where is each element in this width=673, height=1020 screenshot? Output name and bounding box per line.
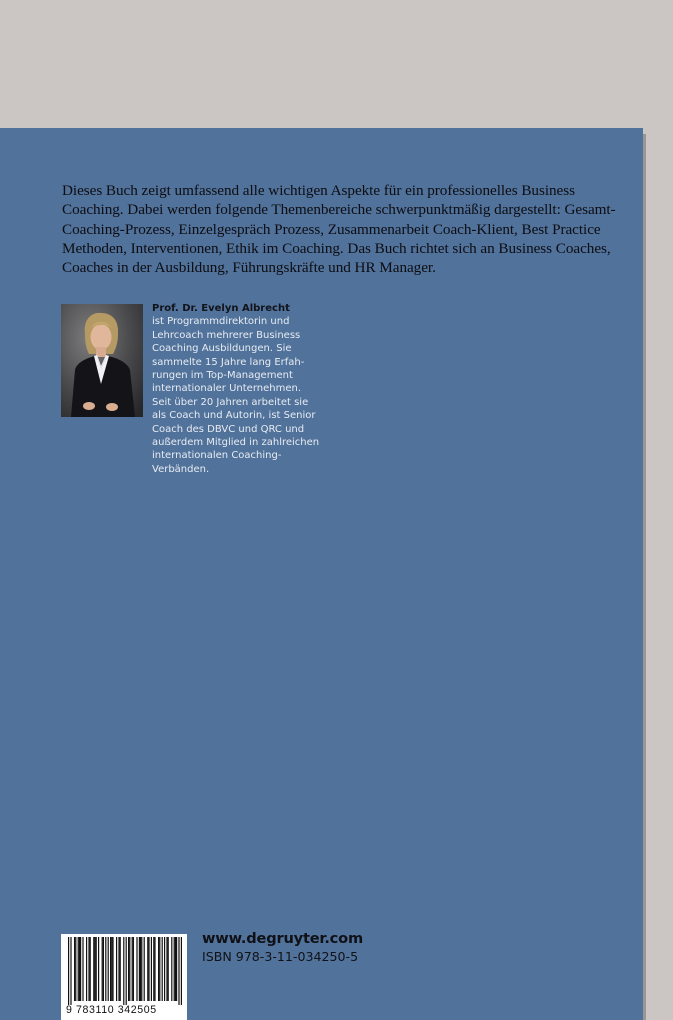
- barcode-bar: [171, 937, 172, 1001]
- barcode-bar: [174, 937, 175, 1001]
- barcode-bar: [181, 937, 182, 1005]
- barcode-bar: [164, 937, 165, 1001]
- barcode-bar: [94, 937, 95, 1001]
- barcode-bar: [93, 937, 94, 1001]
- barcode-bar: [148, 937, 149, 1001]
- barcode-bar: [139, 937, 140, 1001]
- barcode-bar: [129, 937, 130, 1001]
- barcode-bar: [144, 937, 145, 1001]
- barcode-bar: [75, 937, 76, 1001]
- barcode-bar: [96, 937, 97, 1001]
- barcode-bar: [82, 937, 83, 1001]
- barcode-bar: [105, 937, 106, 1001]
- barcode-bar: [162, 937, 163, 1001]
- barcode-bar: [98, 937, 99, 1001]
- author-bio: [152, 302, 327, 476]
- bio-line: Lehrcoach mehrerer Business: [152, 329, 301, 341]
- barcode-bar: [103, 937, 104, 1001]
- barcode-bar: [168, 937, 169, 1001]
- barcode-digits: 9 783110 342505: [66, 1004, 157, 1016]
- barcode-bar: [86, 937, 87, 1001]
- barcode-bar: [153, 937, 154, 1001]
- isbn-number: ISBN 978-3-11-034250-5: [202, 949, 359, 964]
- bio-line: Seit über 20 Jahren arbeitet sie: [152, 396, 309, 408]
- bio-line: ist Programmdirektorin und: [152, 316, 290, 328]
- isbn-barcode: [61, 934, 187, 1020]
- bio-line: internationaler Unternehmen.: [152, 383, 301, 395]
- author-photo: [61, 304, 143, 417]
- barcode-bar: [111, 937, 112, 1001]
- barcode-bar: [79, 937, 80, 1001]
- barcode-bar: [158, 937, 159, 1001]
- barcode-bar: [80, 937, 81, 1001]
- barcode-bar: [147, 937, 148, 1001]
- barcode-bar: [116, 937, 117, 1001]
- barcode-bar: [90, 937, 91, 1001]
- barcode-bar: [68, 937, 69, 1005]
- bio-line: Coach des DBVC und QRC und: [152, 423, 305, 435]
- barcode-bar: [128, 937, 129, 1001]
- back-cover: [0, 128, 643, 1020]
- barcode-bars: [61, 934, 187, 1006]
- bio-line: internationalen Coaching-: [152, 450, 282, 462]
- barcode-bar: [140, 937, 141, 1001]
- bio-line: als Coach und Autorin, ist Senior: [152, 410, 316, 422]
- barcode-bar: [102, 937, 103, 1001]
- barcode-bar: [151, 937, 152, 1001]
- publisher-url[interactable]: www.degruyter.com: [202, 930, 363, 947]
- barcode-bar: [126, 937, 127, 1005]
- barcode-bar: [70, 937, 71, 1005]
- bio-line: Verbänden.: [152, 463, 210, 475]
- barcode-bar: [154, 937, 155, 1001]
- barcode-bar: [133, 937, 134, 1001]
- bio-line: sammelte 15 Jahre lang Erfah-: [152, 356, 305, 368]
- barcode-bar: [110, 937, 111, 1001]
- barcode-bar: [123, 937, 124, 1005]
- book-blurb: Dieses Buch zeigt umfassend alle wichtigen Aspekte für ein professionelles Business Coaching. Dabei werden folgende Themenbereiche schwerpunktmäßig dargestellt: Gesamt-Coaching-Prozess, Einzelgespräch Prozess, Zusammenarbeit Coach-Klient, Best Practice Methoden, Interventionen, Ethik im Coaching. Das Buch richtet sich an Business Coaches, Coaches in der Ausbildung, Führungskräfte und HR Manager.: [62, 182, 616, 277]
- bio-line: Coaching Ausbildungen. Sie: [152, 343, 292, 355]
- barcode-bar: [166, 937, 167, 1001]
- barcode-bar: [88, 937, 89, 1001]
- barcode-bar: [78, 937, 79, 1001]
- barcode-bar: [118, 937, 119, 1001]
- barcode-bar: [141, 937, 142, 1001]
- bio-line: rungen im Top-Management: [152, 370, 293, 382]
- bio-line: außerdem Mitglied in zahlreichen: [152, 437, 320, 449]
- barcode-bar: [175, 937, 176, 1001]
- author-name: Prof. Dr. Evelyn Albrecht: [152, 303, 290, 314]
- barcode-bar: [74, 937, 75, 1001]
- barcode-bar: [159, 937, 160, 1001]
- barcode-bar: [132, 937, 133, 1001]
- barcode-bar: [176, 937, 177, 1001]
- barcode-bar: [136, 937, 137, 1001]
- barcode-bar: [120, 937, 121, 1001]
- barcode-bar: [112, 937, 113, 1001]
- barcode-bar: [178, 937, 179, 1005]
- barcode-bar: [108, 937, 109, 1001]
